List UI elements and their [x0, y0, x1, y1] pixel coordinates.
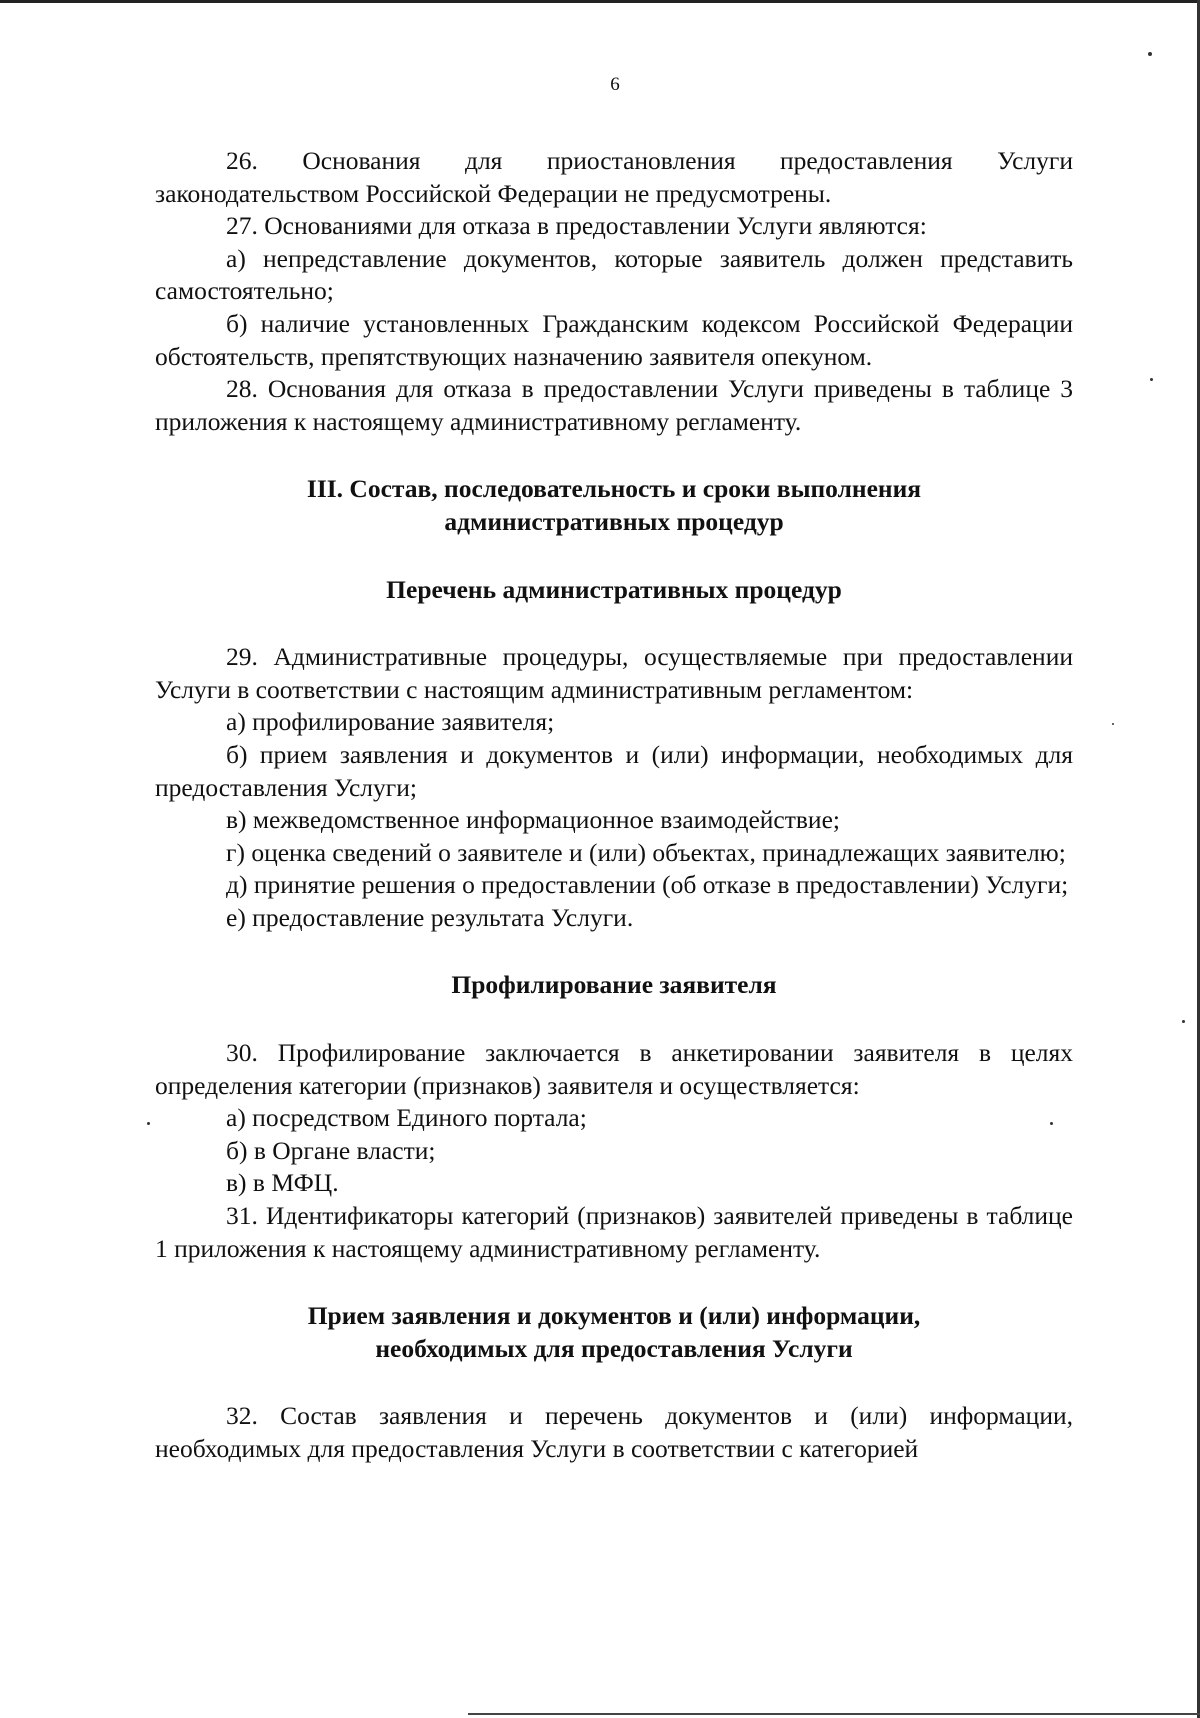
- scan-speck: [1182, 1020, 1185, 1023]
- scan-speck: [147, 1122, 150, 1125]
- paragraph-29-g: г) оценка сведений о заявителе и (или) объектах, принадлежащих заявителю;: [226, 837, 1066, 867]
- scan-speck: [1148, 52, 1152, 56]
- paragraph-30-v: в) в МФЦ.: [226, 1168, 339, 1198]
- paragraph-31: 31. Идентификаторы категорий (признаков) заявителей приведены в таблице 1 приложения к настоящему административному регламенту.: [155, 1201, 1073, 1263]
- subheading-application-intake: Прием заявления и документов и (или) информации, необходимых для предоставления Услуги: [307, 1301, 921, 1363]
- page-number: 6: [610, 74, 620, 95]
- scan-speck: [1050, 1122, 1053, 1125]
- paragraph-32: 32. Состав заявления и перечень документов и (или) информации, необходимых для предоставления Услуги в соответствии с категорией: [155, 1401, 1073, 1463]
- paragraph-29-e: е) предоставление результата Услуги.: [226, 902, 634, 932]
- subheading-profiling: Профилирование заявителя: [451, 970, 777, 1000]
- paragraph-27-a: а) непредставление документов, которые заявитель должен представить самостоятельно;: [155, 243, 1073, 306]
- section-heading-iii: III. Состав, последовательность и сроки выполнения административных процедур: [306, 474, 922, 536]
- paragraph-30: 30. Профилирование заключается в анкетировании заявителя в целях определения категории (признаков) заявителя и осуществляется:: [155, 1038, 1073, 1100]
- paragraph-30-b: б) в Органе власти;: [226, 1135, 436, 1165]
- paragraph-29-v: в) межведомственное информационное взаимодействие;: [226, 805, 840, 835]
- subheading-procedures-list: Перечень административных процедур: [386, 574, 842, 604]
- paragraph-29-b: б) прием заявления и документов и (или) информации, необходимых для предоставления Услуги;: [155, 739, 1073, 802]
- document-body: [155, 145, 1073, 1466]
- paragraph-29-d: д) принятие решения о предоставлении (об отказе в предоставлении) Услуги;: [226, 870, 1069, 900]
- paragraph-29-a: а) профилирование заявителя;: [226, 707, 555, 737]
- paragraph-27-b: б) наличие установленных Гражданским кодексом Российской Федерации обстоятельств, препятствующих назначению заявителя опекуном.: [155, 308, 1073, 371]
- scan-speck: [1112, 723, 1114, 725]
- paragraph-30-a: а) посредством Единого портала;: [226, 1103, 587, 1133]
- scan-edge-bottom: [468, 1713, 1200, 1715]
- paragraph-28: 28. Основания для отказа в предоставлении Услуги приведены в таблице 3 приложения к настоящему административному регламенту.: [155, 374, 1073, 436]
- paragraph-26: 26. Основания для приостановления предоставления Услуги законодательством Российской Федерации не предусмотрены.: [155, 146, 1073, 208]
- paragraph-27: 27. Основаниями для отказа в предоставлении Услуги являются:: [226, 211, 927, 241]
- scan-speck: [1150, 378, 1153, 381]
- paragraph-29: 29. Административные процедуры, осуществляемые при предоставлении Услуги в соответствии с настоящим административным регламентом:: [155, 642, 1073, 704]
- scan-edge-top: [0, 0, 1200, 3]
